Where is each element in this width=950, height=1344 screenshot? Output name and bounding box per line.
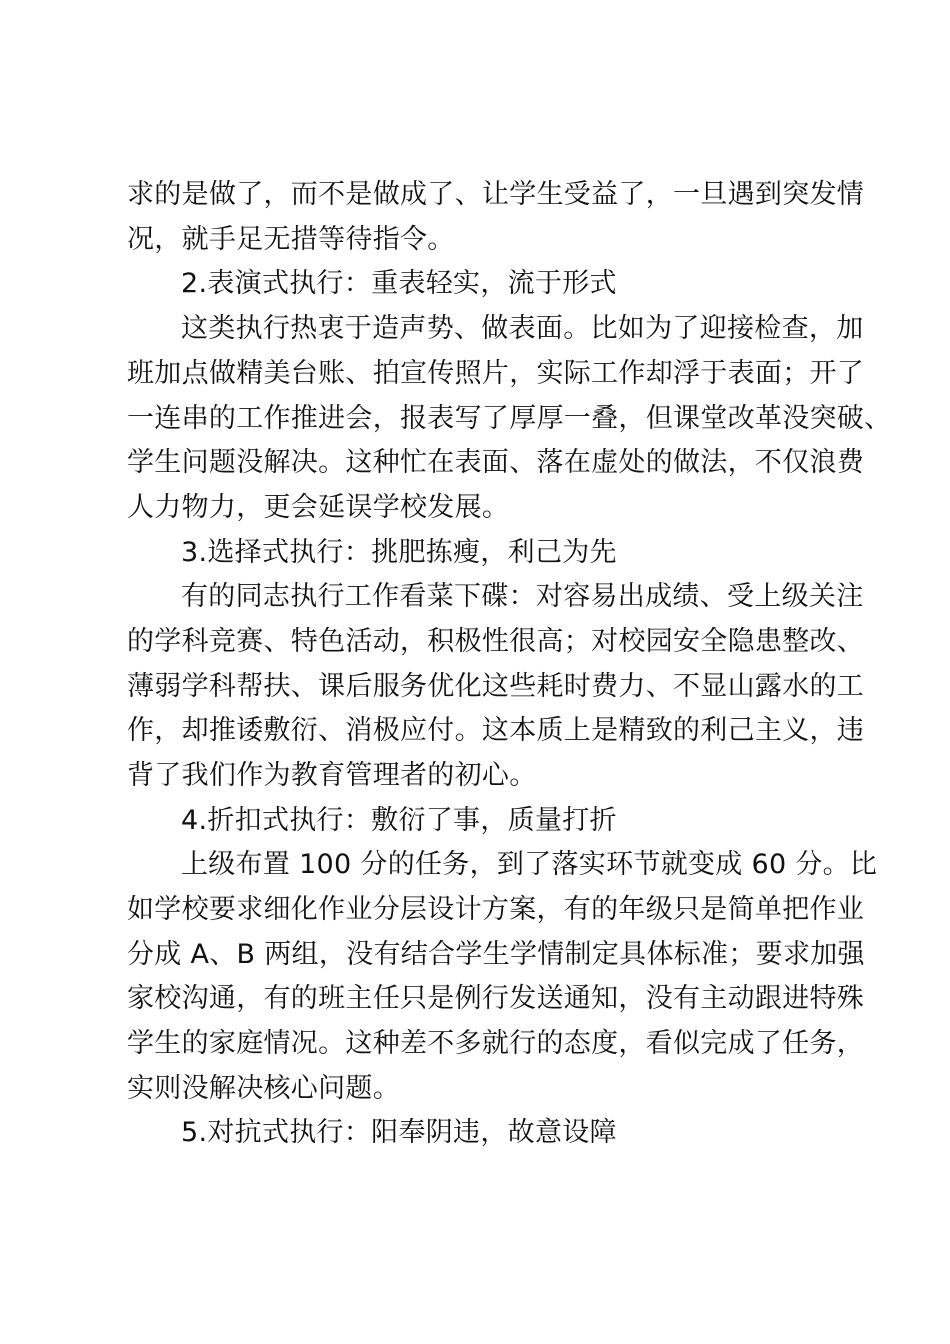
section-heading: 3.选择式执行：挑肥拣瘦，利己为先	[181, 537, 617, 568]
body-text-line: 作，却推诿敷衍、消极应付。这本质上是精致的利己主义，违	[127, 715, 865, 746]
body-text-line: 况，就手足无措等待指令。	[127, 224, 455, 255]
body-text-line: 有的同志执行工作看菜下碟：对容易出成绩、受上级关注	[181, 581, 864, 612]
section-heading: 4.折扣式执行：敷衍了事，质量打折	[181, 805, 617, 836]
body-text-line: 薄弱学科帮扶、课后服务优化这些耗时费力、不显山露水的工	[127, 671, 865, 702]
body-text-line: 上级布置 100 分的任务，到了落实环节就变成 60 分。比	[181, 849, 878, 880]
body-text-line: 如学校要求细化作业分层设计方案，有的年级只是简单把作业	[127, 894, 865, 925]
body-text-line: 家校沟通，有的班主任只是例行发送通知，没有主动跟进特殊	[127, 983, 865, 1014]
body-text-line: 学生的家庭情况。这种差不多就行的态度，看似完成了任务，	[127, 1028, 865, 1059]
body-text-line: 这类执行热衷于造声势、做表面。比如为了迎接检查，加	[181, 313, 864, 344]
body-text-line: 的学科竞赛、特色活动，积极性很高；对校园安全隐患整改、	[127, 626, 865, 657]
section-heading: 2.表演式执行：重表轻实，流于形式	[181, 268, 617, 299]
body-text-line: 分成 A、B 两组，没有结合学生学情制定具体标准；要求加强	[127, 939, 865, 970]
body-text-line: 背了我们作为教育管理者的初心。	[127, 760, 537, 791]
body-text-line: 班加点做精美台账、拍宣传照片，实际工作却浮于表面；开了	[127, 358, 865, 389]
body-text-line: 实则没解决核心问题。	[127, 1073, 400, 1104]
body-text-line: 求的是做了，而不是做成了、让学生受益了，一旦遇到突发情	[127, 179, 865, 210]
body-text-line: 一连串的工作推进会，报表写了厚厚一叠，但课堂改革没突破、	[127, 403, 892, 434]
body-text-line: 学生问题没解决。这种忙在表面、落在虚处的做法，不仅浪费	[127, 447, 865, 478]
section-heading: 5.对抗式执行：阳奉阴违，故意设障	[181, 1117, 617, 1148]
body-text-line: 人力物力，更会延误学校发展。	[127, 492, 510, 523]
